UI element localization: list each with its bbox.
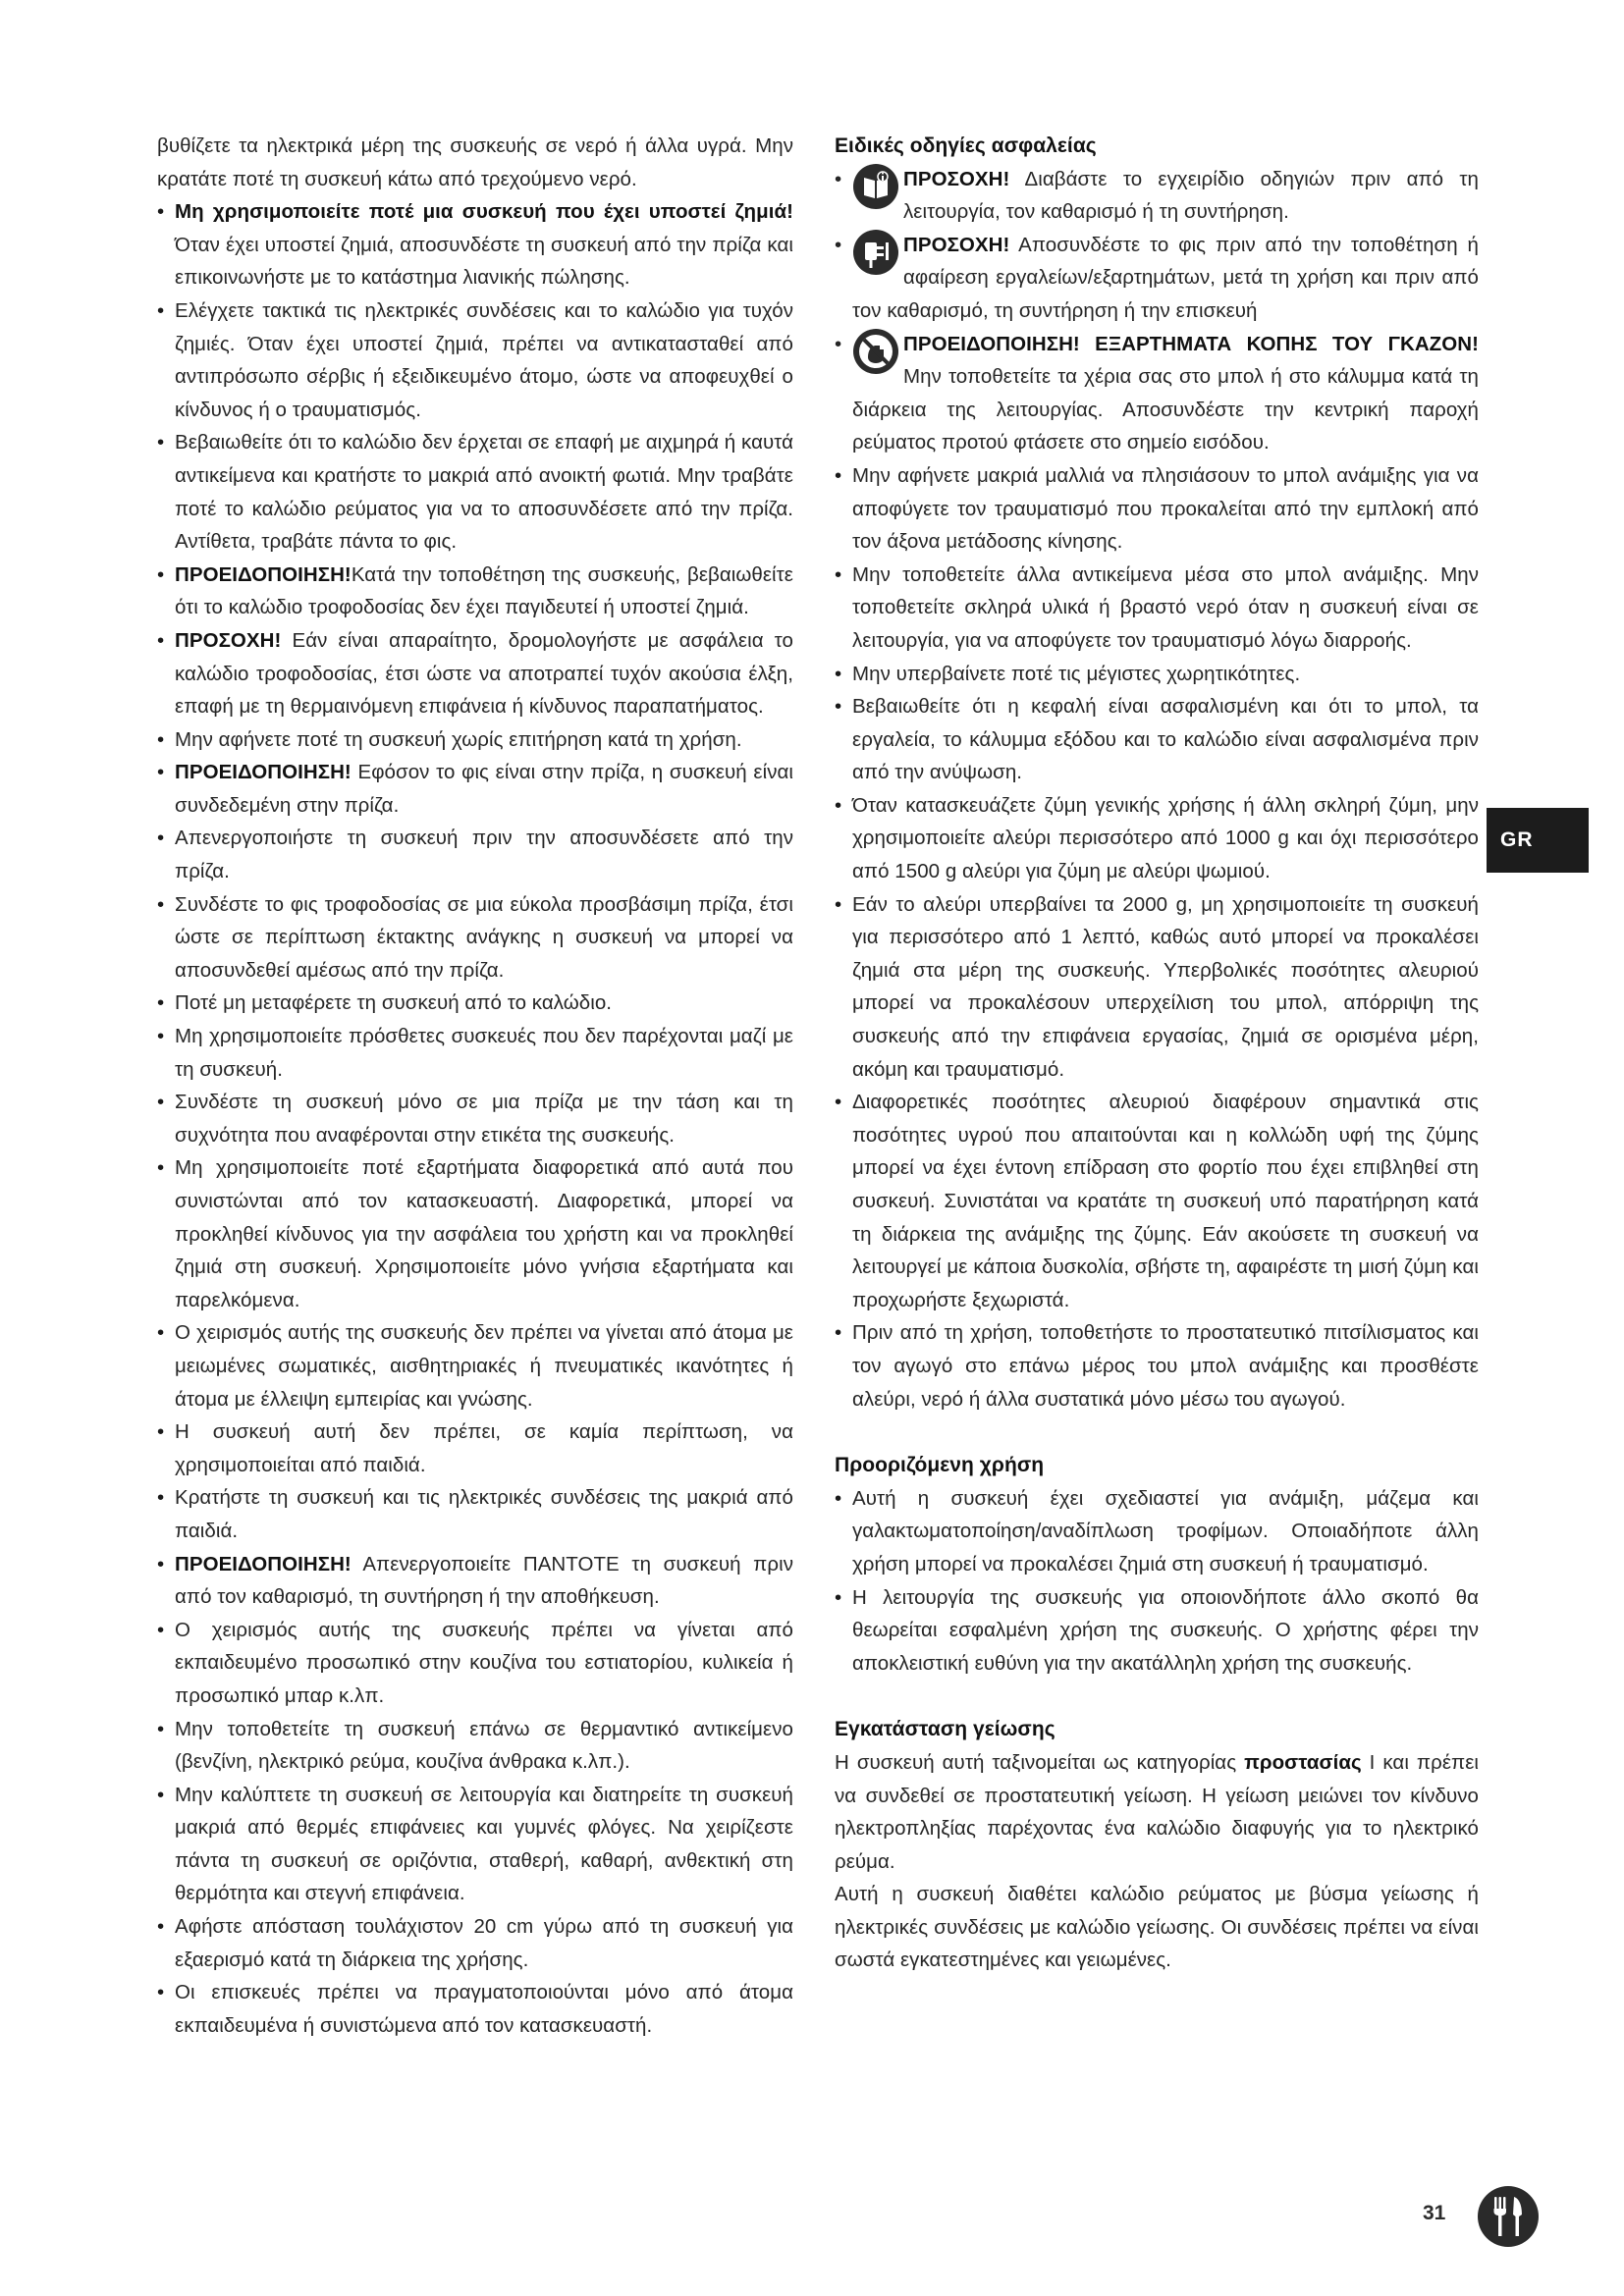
- item-text: Μην αφήνετε ποτέ τη συσκευή χωρίς επιτήρηση κατά τη χρήση.: [175, 727, 742, 751]
- cutlery-logo-icon: [1477, 2185, 1540, 2248]
- item-text: Ποτέ μη μεταφέρετε τη συσκευή από το καλώδιο.: [175, 991, 613, 1015]
- list-item: [157, 1779, 793, 1910]
- list-item: [157, 1481, 793, 1547]
- item-text: Εφόσον το φις είναι στην πρίζα, η συσκευή είναι συνδεδεμένη στην πρίζα.: [175, 761, 793, 817]
- list-item: [157, 1910, 793, 1976]
- list-item: • Μην αφήνετε μακριά μαλλιά να πλησιάσουν το μπολ ανάμιξης για να αποφύγετε τον τραυματισμό που προκαλείται από την εμπλοκή από τον άξονα μετάδοσης κίνησης.: [835, 459, 1479, 559]
- item-text: Συνδέστε τη συσκευή μόνο σε μια πρίζα με την τάση και τη συχνότητα που αναφέρονται στην ετικέτα της συσκευής.: [175, 1091, 793, 1147]
- language-tab: GR: [1487, 808, 1589, 873]
- warning-lead: ΠΡΟΣΟΧΗ!: [175, 628, 282, 652]
- list-item: • Εάν το αλεύρι υπερβαίνει τα 2000 g, μη χρησιμοποιείτε τη συσκευή για περισσότερο από 1 λεπτό, καθώς αυτό μπορεί να προκαλέσει ζημιά στα μέρη της συσκευής. Υπερβολικές ποσότητες αλευριού μπορεί να προκαλέσουν υπερχείλιση του μπολ, απόρριψη της συσκευής από την επιφάνεια εργασίας, ζημιά σε ορισμένα μέρη, ακόμη και τραυματισμό.: [835, 888, 1479, 1087]
- list-item: • Πριν από τη χρήση, τοποθετήστε το προστατευτικό πιτσίλισματος και τον αγωγό στο επάνω μέρος του μπολ ανάμιξης και προσθέστε αλεύρι, νερό ή άλλα συστατικά μόνο μέσω του αγωγού.: [835, 1316, 1479, 1415]
- list-item: [157, 822, 793, 887]
- list-item: [157, 888, 793, 988]
- list-item: • Διαφορετικές ποσότητες αλευριού διαφέρουν σημαντικά στις ποσότητες υγρού που απαιτούνται και η κολλώδη υφή της ζύμης μπορεί να έχει έντονη επίδραση στο φορτίο που έχει επιβληθεί στη συσκευή. Συνιστάται να κρατάτε τη συσκευή υπό παρατήρηση κατά τη διάρκεια της ανάμιξης της ζύμης. Εάν ακούσετε τη συσκευή να λειτουργεί με κάποια δυσκολία, σβήστε τη, αφαιρέστε τη μισή ζύμη και προχωρήστε ξεχωριστά.: [835, 1086, 1479, 1316]
- list-item: [157, 195, 793, 294]
- item-text: Οι επισκευές πρέπει να πραγματοποιούνται μόνο από άτομα εκπαιδευμένα ή συνιστώμενα από τον κατασκευαστή.: [175, 1981, 793, 2037]
- list-item: [157, 1548, 793, 1614]
- list-item: [157, 756, 793, 822]
- safety-warning-text: Μην τοποθετείτε τα χέρια σας στο μπολ ή στο κάλυμμα κατά τη διάρκεια της λειτουργίας. Αποσυνδέστε την κεντρική παροχή ρεύματος προτού φτάσετε στο σημείο εισόδου.: [852, 365, 1479, 454]
- item-text: Ο χειρισμός αυτής της συσκευής πρέπει να γίνεται από εκπαιδευμένο προσωπικό στην κουζίνα του εστιατορίου, κυλικεία ή προσωπικό μπαρ κ.λπ.: [175, 1618, 793, 1707]
- list-item: [157, 559, 793, 624]
- warning-lead: Μη χρησιμοποιείτε ποτέ μια συσκευή που έχει υποστεί ζημιά!: [175, 200, 793, 224]
- unplug-icon: [852, 229, 901, 278]
- list-item: [157, 294, 793, 426]
- item-text: Η συσκευή αυτή δεν πρέπει, σε καμία περίπτωση, να χρησιμοποιείται από παιδιά.: [175, 1420, 793, 1476]
- item-text: Όταν έχει υποστεί ζημιά, αποσυνδέστε τη συσκευή από την πρίζα και επικοινωνήστε με το κατάστημα λιανικής πώλησης.: [175, 233, 793, 290]
- item-text: βυθίζετε τα ηλεκτρικά μέρη της συσκευής σε νερό ή άλλα υγρά. Μην κρατάτε ποτέ τη συσκευή κάτω από τρεχούμενο νερό.: [157, 134, 793, 190]
- list-item: [157, 1713, 793, 1779]
- item-text: Μη χρησιμοποιείτε ποτέ εξαρτήματα διαφορετικά από αυτά που συνιστώνται από τον κατασκευαστή. Διαφορετικά, μπορεί να προκληθεί κίνδυνος για την ασφάλεια του χρήστη και να προκληθεί ζημιά στη συσκευή. Χρησιμοποιείτε μόνο γνήσια εξαρτήματα και παρελκόμενα.: [175, 1156, 793, 1311]
- list-item: [157, 1020, 793, 1086]
- item-text: Απενεργοποιείτε ΠΑΝΤΟΤΕ τη συσκευή πριν από τον καθαρισμό, τη συντήρηση ή την αποθήκευση.: [175, 1552, 793, 1609]
- earthing-paragraph-2: Αυτή η συσκευή διαθέτει καλώδιο ρεύματος με βύσμα γείωσης ή ηλεκτρικές συνδέσεις με καλώδιο γείωσης. Οι συνδέσεις πρέπει να είναι σωστά εγκατεστημένες και γειωμένες.: [835, 1883, 1479, 1972]
- item-text: Βεβαιωθείτε ότι το καλώδιο δεν έρχεται σε επαφή με αιχμηρά ή καυτά αντικείμενα και κρατήστε το μακριά από ανοικτή φωτιά. Μην τραβάτε ποτέ το καλώδιο ρεύματος για να το αποσυνδέσετε από την πρίζα. Αντίθετα, τραβάτε πάντα το φις.: [175, 431, 793, 554]
- list-item: • Η λειτουργία της συσκευής για οποιονδήποτε άλλο σκοπό θα θεωρείται εσφαλμένη χρήση της συσκευής. Ο χρήστης φέρει την αποκλειστική ευθύνη για την ακατάλληλη χρήση της συσκευής.: [835, 1581, 1479, 1681]
- paragraph: [157, 130, 793, 195]
- right-column: [835, 130, 1479, 1977]
- list-item: [157, 1415, 793, 1481]
- item-text: Μη χρησιμοποιείτε πρόσθετες συσκευές που δεν παρέχονται μαζί με τη συσκευή.: [175, 1025, 793, 1081]
- left-column: [157, 130, 793, 2042]
- safety-warning-unplug: [835, 229, 1479, 328]
- item-text: Εάν είναι απαραίτητο, δρομολογήστε με ασφάλεια το καλώδιο τροφοδοσίας, έτσι ώστε να αποτραπεί τυχόν ακούσια έλξη, επαφή με τη θερμαινόμενη επιφάνεια ή κίνδυνος παραπατήματος.: [175, 628, 793, 719]
- list-item: • Μην υπερβαίνετε ποτέ τις μέγιστες χωρητικότητες.: [835, 658, 1479, 691]
- warning-lead: ΠΡΟΕΙΔΟΠΟΙΗΣΗ!: [175, 1552, 352, 1575]
- item-text: Απενεργοποιήστε τη συσκευή πριν την αποσυνδέσετε από την πρίζα.: [175, 827, 793, 883]
- list-item: [157, 987, 793, 1020]
- safety-warning-text: Διαβάστε το εγχειρίδιο οδηγιών πριν από τη λειτουργία, τον καθαρισμό ή τη συντήρηση.: [903, 167, 1479, 224]
- item-text: Κρατήστε τη συσκευή και τις ηλεκτρικές συνδέσεις της μακριά από παιδιά.: [175, 1486, 793, 1542]
- item-text: Κατά την τοποθέτηση της συσκευής, βεβαιωθείτε ότι το καλώδιο τροφοδοσίας δεν έχει παγιδευτεί ή υποστεί ζημιά.: [175, 562, 793, 619]
- earthing-paragraph-1: Η συσκευή αυτή ταξινομείται ως κατηγορίας προστασίας I και πρέπει να συνδεθεί σε προστατευτική γείωση. Η γείωση μειώνει τον κίνδυνο ηλεκτροπληξίας παρέχοντας ένα καλώδιο διαφυγής για το ηλεκτρικό ρεύμα.: [835, 1750, 1479, 1873]
- list-item: • Μην τοποθετείτε άλλα αντικείμενα μέσα στο μπολ ανάμιξης. Μην τοποθετείτε σκληρά υλικά ή βραστό νερό όταν η συσκευή είναι σε λειτουργία, για να αποφύγετε τον τραυματισμό λόγω διαρροής.: [835, 559, 1479, 658]
- safety-warning-read-manual: [835, 163, 1479, 229]
- list-item: [157, 723, 793, 757]
- list-item: [157, 1614, 793, 1713]
- safety-list: [835, 459, 1479, 1415]
- safety-warning-cutting-parts: [835, 328, 1479, 459]
- item-text: Ελέγχετε τακτικά τις ηλεκτρικές συνδέσεις και το καλώδιο για τυχόν ζημιές. Όταν έχει υποστεί ζημιά, πρέπει να αντικατασταθεί από αντιπρόσωπο σέρβις ή εξειδικευμένο άτομο, ώστε να αποφευχθεί ο κίνδυνος ή ο τραυματισμός.: [175, 298, 793, 421]
- list-item: [157, 1316, 793, 1415]
- safety-warning-text: Αποσυνδέστε το φις πριν από την τοποθέτηση ή αφαίρεση εργαλείων/εξαρτημάτων, μετά τη χρήση και πριν από τον καθαρισμό, τη συντήρηση ή την επισκευή: [852, 233, 1479, 322]
- item-text: Ο χειρισμός αυτής της συσκευής δεν πρέπει να γίνεται από άτομα με μειωμένες σωματικές, αισθητηριακές ή πνευματικές ικανότητες ή άτομα με έλλειψη εμπειρίας και γνώσης.: [175, 1321, 793, 1411]
- intended-use-list: [835, 1482, 1479, 1681]
- warning-lead: ΠΡΟΕΙΔΟΠΟΙΗΣΗ!: [175, 562, 352, 586]
- list-item: • Όταν κατασκευάζετε ζύμη γενικής χρήσης ή άλλη σκληρή ζύμη, μην χρησιμοποιείτε αλεύρι περισσότερο από 1000 g και όχι περισσότερο από 1500 g αλεύρι για ζύμη με αλεύρι ψωμιού.: [835, 789, 1479, 888]
- safety-warning-lead: ΠΡΟΣΟΧΗ!: [903, 167, 1010, 190]
- item-text: Μην τοποθετείτε τη συσκευή επάνω σε θερμαντικό αντικείμενο (βενζίνη, ηλεκτρικό ρεύμα, κουζίνα άνθρακα κ.λπ.).: [175, 1717, 793, 1774]
- item-text: Μην καλύπτετε τη συσκευή σε λειτουργία και διατηρείτε τη συσκευή μακριά από θερμές επιφάνειες και γυμνές φλόγες. Να χειρίζεστε πάντα τη συσκευή σε οριζόντια, σταθερή, καθαρή, ανθεκτική στη θερμότητα και στεγνή επιφάνεια.: [175, 1783, 793, 1905]
- no-hands-icon: [852, 328, 901, 377]
- safety-warning-lead: ΠΡΟΣΟΧΗ!: [903, 233, 1010, 256]
- warning-lead: ΠΡΟΕΙΔΟΠΟΙΗΣΗ!: [175, 761, 352, 784]
- list-item: [157, 1086, 793, 1151]
- list-item: [157, 624, 793, 723]
- read-manual-icon: [852, 163, 901, 212]
- intended-use-heading: Προοριζόμενη χρήση: [835, 1454, 1045, 1477]
- list-item: [157, 1976, 793, 2042]
- item-text: Αφήστε απόσταση τουλάχιστον 20 cm γύρω από τη συσκευή για εξαερισμό κατά τη διάρκεια της χρήσης.: [175, 1915, 793, 1971]
- page-number: 31: [1423, 2202, 1446, 2224]
- list-item: • Βεβαιωθείτε ότι η κεφαλή είναι ασφαλισμένη και ότι το μπολ, τα εργαλεία, το κάλυμμα εξόδου και το καλώδιο είναι ασφαλισμένα πριν από την ανύψωση.: [835, 690, 1479, 789]
- safety-warning-lead: ΠΡΟΕΙΔΟΠΟΙΗΣΗ! ΕΞΑΡΤΗΜΑΤΑ ΚΟΠΗΣ ΤΟΥ ΓΚΑΖΟΝ!: [903, 332, 1479, 355]
- earthing-heading: Εγκατάσταση γείωσης: [835, 1718, 1056, 1741]
- list-item: • Αυτή η συσκευή έχει σχεδιαστεί για ανάμιξη, μάζεμα και γαλακτωματοποίηση/αναδίπλωση τροφίμων. Οποιαδήποτε άλλη χρήση μπορεί να προκαλέσει ζημιά στη συσκευή ή τραυματισμό.: [835, 1482, 1479, 1581]
- item-text: Συνδέστε το φις τροφοδοσίας σε μια εύκολα προσβάσιμη πρίζα, έτσι ώστε σε περίπτωση έκτακτης ανάγκης η συσκευή να μπορεί να αποσυνδεθεί αμέσως από την πρίζα.: [175, 892, 793, 982]
- list-item: [157, 1151, 793, 1316]
- safety-heading: Ειδικές οδηγίες ασφαλείας: [835, 134, 1097, 157]
- list-item: [157, 426, 793, 558]
